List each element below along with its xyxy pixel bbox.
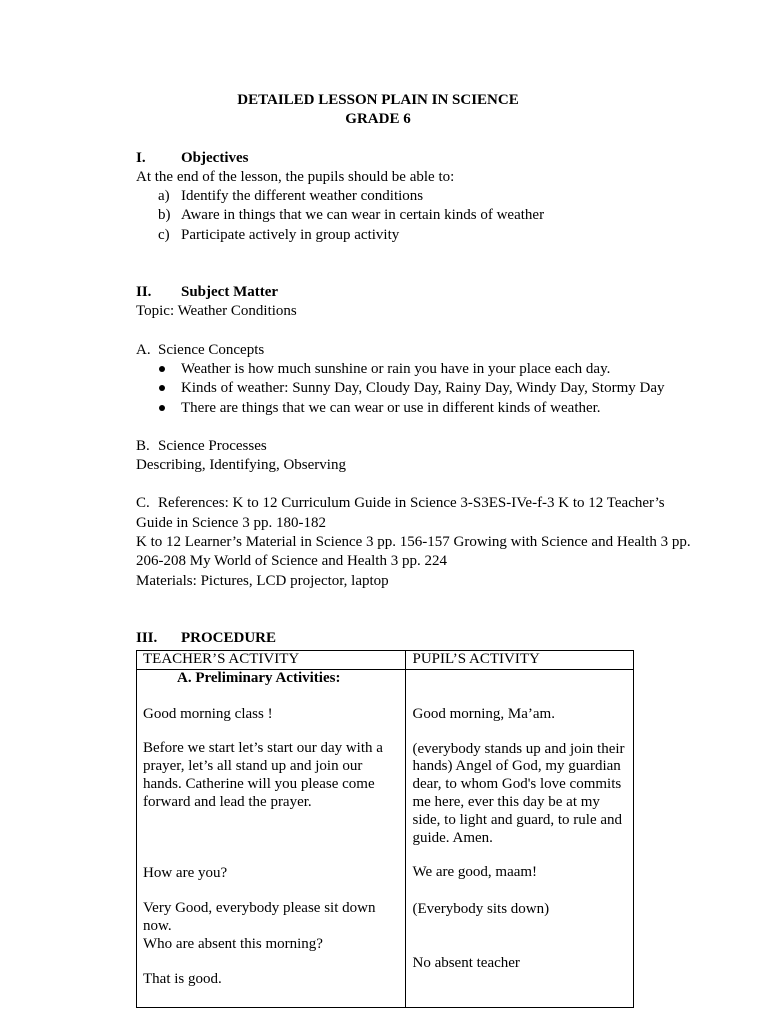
- procedure-table: [136, 650, 634, 1008]
- list-item: Weather is how much sunshine or rain you have in your place each day.: [136, 360, 696, 379]
- list-item: There are things that we can wear or use in different kinds of weather.: [136, 399, 696, 418]
- objectives-title: Objectives: [181, 149, 249, 166]
- teacher-activity-cell: [137, 669, 406, 1007]
- header-teacher-activity: TEACHER’S ACTIVITY: [137, 651, 406, 670]
- references-line-1: C. References: K to 12 Curriculum Guide in Science 3-S3ES-IVe-f-3 K to 12 Teacher’s: [136, 495, 665, 512]
- teacher-how-are-you: How are you?: [143, 864, 228, 881]
- subject-matter-title: Subject Matter: [181, 284, 279, 301]
- references-line-3: K to 12 Learner’s Material in Science 3 pp. 156-157 Growing with Science and Health 3 pp.: [136, 534, 691, 551]
- references-line-4: 206-208 My World of Science and Health 3 pp. 224: [136, 553, 447, 570]
- teacher-that-is-good: That is good.: [143, 970, 222, 987]
- pupil-sits-down: (Everybody sits down): [412, 901, 550, 918]
- document-grade: GRADE 6: [345, 111, 411, 128]
- objectives-intro: At the end of the lesson, the pupils should be able to:: [136, 168, 455, 185]
- procedure-title: PROCEDURE: [181, 629, 277, 646]
- science-processes-heading: B. Science Processes: [136, 437, 267, 454]
- topic-line: Topic: Weather Conditions: [136, 303, 297, 320]
- header-pupil-activity: PUPIL’S ACTIVITY: [406, 651, 634, 670]
- pupil-prayer: (everybody stands up and join their hands) Angel of God, my guardian dear, to whom God's love commits me here, ever this day be at my side, to light and guard, to rule and guide. Amen.: [412, 740, 625, 846]
- science-concepts-heading: A. Science Concepts: [136, 341, 265, 358]
- pupil-we-are-good: We are good, maam!: [412, 864, 538, 881]
- subject-matter-numeral: II.: [136, 284, 152, 301]
- table-header-row: [137, 651, 634, 670]
- science-concepts-list: [136, 360, 696, 418]
- list-item: a) Identify the different weather conditions: [158, 188, 424, 205]
- objectives-numeral: I.: [136, 149, 146, 166]
- teacher-sit-down: Very Good, everybody please sit down now.: [143, 900, 376, 935]
- preliminary-activities-heading: A. Preliminary Activities:: [177, 669, 341, 686]
- objectives-heading: [136, 149, 696, 168]
- science-processes-text: Describing, Identifying, Observing: [136, 457, 346, 474]
- list-item: b) Aware in things that we can wear in certain kinds of weather: [158, 207, 545, 224]
- teacher-absent-question: Who are absent this morning?: [143, 935, 323, 952]
- procedure-heading: [136, 629, 696, 648]
- pupil-no-absent: No absent teacher: [412, 954, 520, 971]
- objectives-list: [136, 187, 696, 245]
- references-line-2: Guide in Science 3 pp. 180-182: [136, 514, 326, 531]
- document-title: DETAILED LESSON PLAIN IN SCIENCE: [237, 92, 519, 108]
- procedure-numeral: III.: [136, 629, 158, 646]
- table-row: [137, 669, 634, 1007]
- teacher-prayer: Before we start let’s start our day with a prayer, let’s all stand up and join our hands. Catherine will you please come forward and lead the prayer.: [143, 740, 383, 810]
- list-item: c) Participate actively in group activity: [158, 226, 400, 243]
- materials-line: Materials: Pictures, LCD projector, laptop: [136, 572, 389, 589]
- lesson-plan-document: [136, 91, 696, 648]
- teacher-greeting: Good morning class !: [143, 705, 273, 722]
- pupil-greeting: Good morning, Ma’am.: [412, 705, 555, 722]
- subject-matter-heading: [136, 283, 696, 302]
- list-item: Kinds of weather: Sunny Day, Cloudy Day, Rainy Day, Windy Day, Stormy Day: [136, 379, 696, 398]
- pupil-activity-cell: [406, 669, 634, 1007]
